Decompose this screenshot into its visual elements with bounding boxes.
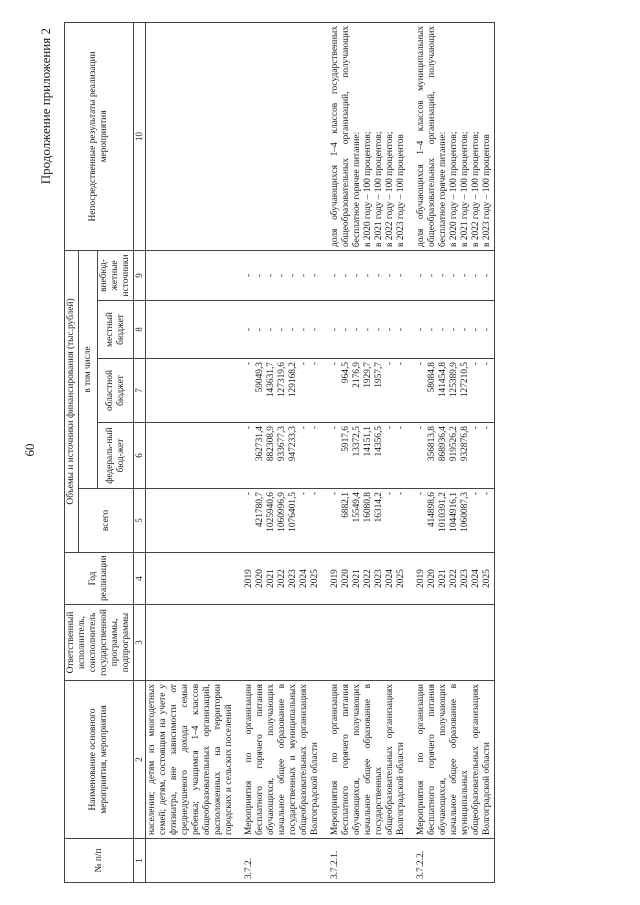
col-number: 8 <box>134 301 146 359</box>
row-regional: - 58084,8 141454,8 125389,9 127210,5 - - <box>408 359 495 423</box>
row-responsible <box>408 605 495 681</box>
row-regional: - 964,5 2176,9 1929,7 1957,7 - - <box>322 359 408 423</box>
header-extrabudget: внебюд-жетные источники <box>98 250 134 300</box>
header-total: всего <box>79 489 134 553</box>
row-federal: - 356813,8 868936,4 919526,2 932876,8 - - <box>408 423 495 489</box>
row-total <box>146 489 237 553</box>
col-number: 6 <box>134 423 146 489</box>
col-number: 5 <box>134 489 146 553</box>
row-years: 2019 2020 2021 2022 2023 2024 2025 <box>322 553 408 605</box>
table-row <box>322 22 408 882</box>
continuation-label: Продолжение приложения 2 <box>38 28 53 185</box>
row-local: - - - - - - - <box>322 301 408 359</box>
header-funding: Объемы и источники финансирования (тыс.рублей) <box>65 250 79 552</box>
col-number: 9 <box>134 250 146 300</box>
row-years: 2019 2020 2021 2022 2023 2024 2025 <box>236 553 322 605</box>
header-regional: областной бюджет <box>98 359 134 423</box>
col-number: 3 <box>134 605 146 681</box>
header-name: Наименование основного мероприятия, мероприятия <box>65 681 134 839</box>
col-number: 2 <box>134 681 146 839</box>
row-num: 3.7.2.2. <box>408 839 495 883</box>
row-local: - - - - - - - <box>408 301 495 359</box>
row-total: - 414898,6 1010391,2 1044916,1 1060087,3 - - <box>408 489 495 553</box>
row-years <box>146 553 237 605</box>
row-federal: - 362731,4 882308,9 933677,3 947233,3 - - <box>236 423 322 489</box>
row-responsible <box>236 605 322 681</box>
row-extrabudget: - - - - - - - <box>408 250 495 300</box>
row-local: - - - - - - - <box>236 301 322 359</box>
row-extrabudget: - - - - - - - <box>236 250 322 300</box>
row-num <box>146 839 237 883</box>
row-federal: - 5917,6 13372,5 14151,1 14356,5 - - <box>322 423 408 489</box>
row-total: - 6882,1 15549,4 16080,8 16314,2 - - <box>322 489 408 553</box>
row-num: 3.7.2.1. <box>322 839 408 883</box>
row-federal <box>146 423 237 489</box>
row-responsible <box>322 605 408 681</box>
header-year: Год реализации <box>65 553 134 605</box>
row-regional <box>146 359 237 423</box>
col-number: 7 <box>134 359 146 423</box>
table-row <box>408 22 495 882</box>
col-number: 4 <box>134 553 146 605</box>
header-including: в том числе <box>79 250 98 488</box>
row-num: 3.7.2. <box>236 839 322 883</box>
row-name: населения; детям из многодетных семей; детям, состоящим на учете у фтизиатра, вне зависимости от среднедушевого дохода семьи ребенка; учащимся 1–4 классов общеобразовательных организаций, расположенных на территории городских и сельских поселений <box>146 681 237 839</box>
row-extrabudget <box>146 250 237 300</box>
row-name: Мероприятия по организации бесплатного горячего питания обучающихся, получающих начальное общее образование в муниципальных общеобразовательных организациях Волгоградской области <box>408 681 495 839</box>
row-total: - 421780,7 1025940,6 1060996,9 1076401,5 - - <box>236 489 322 553</box>
row-regional: - 59049,3 143631,7 127319,6 129168,2 - - <box>236 359 322 423</box>
row-extrabudget: - - - - - - - <box>322 250 408 300</box>
row-result: доля обучающихся 1–4 классов муниципальных общеобразовательных организаций, получающих бесплатное горячее питание: в 2020 году – 100 процентов; в 2021 году – 100 процентов; в 2022 году – 100 процентов; в 2023 году – 100 процентов <box>408 22 495 250</box>
header-federal: федераль-ный бюд-жет <box>98 423 134 489</box>
funding-table <box>64 22 495 883</box>
col-number: 1 <box>134 839 146 883</box>
row-result <box>146 22 237 250</box>
table-row <box>146 22 237 882</box>
row-result: доля обучающихся 1–4 классов государственных общеобразовательных организаций, получающих бесплатное горячее питание: в 2020 году – 100 процентов; в 2021 году – 100 процентов; в 2022 году – 100 процентов; в 2023 году – 100 процентов <box>322 22 408 250</box>
header-local: местный бюджет <box>98 301 134 359</box>
row-responsible <box>146 605 237 681</box>
col-number: 10 <box>134 22 146 250</box>
header-result: Непосредственные результаты реализации мероприятия <box>65 22 134 250</box>
table-row <box>236 22 322 882</box>
row-name: Мероприятия по организации бесплатного горячего питания обучающихся, получающих начальное общее образование в государственных общеобразовательных организациях Волгоградской области <box>322 681 408 839</box>
page-number: 60 <box>22 443 37 457</box>
row-local <box>146 301 237 359</box>
row-name: Мероприятия по организации бесплатного горячего питания обучающихся, получающих начальное общее образование в государственных и муниципальных общеобразовательных организациях Волгоградской области <box>236 681 322 839</box>
row-years: 2019 2020 2021 2022 2023 2024 2025 <box>408 553 495 605</box>
header-responsible: Ответственный исполнитель, соисполнитель государственной программы, подпрограммы <box>65 605 134 681</box>
header-num: № п/п <box>65 839 134 883</box>
row-result <box>236 22 322 250</box>
column-number-row <box>134 22 146 882</box>
